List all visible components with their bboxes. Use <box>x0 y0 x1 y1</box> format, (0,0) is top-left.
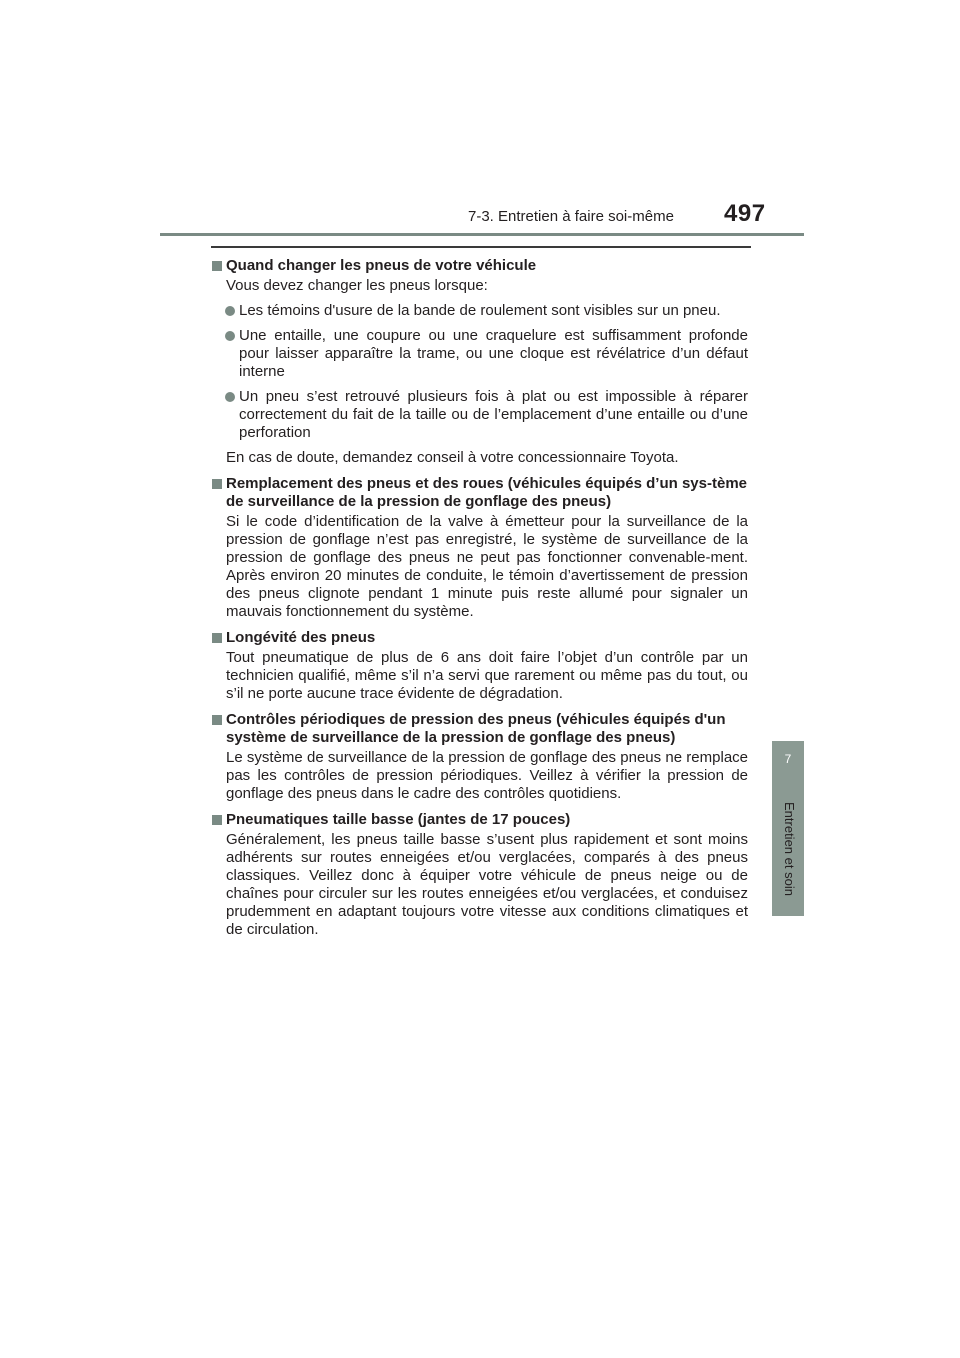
section-outro: En cas de doute, demandez conseil à votre concessionnaire Toyota. <box>226 449 679 466</box>
circle-bullet-icon <box>225 392 235 402</box>
section-heading <box>211 711 748 747</box>
chapter-number: 7 <box>784 752 792 766</box>
section-heading <box>211 257 748 275</box>
heading-text: Pneumatiques taille basse (jantes de 17 pouces) <box>226 811 571 828</box>
section-heading <box>211 629 748 647</box>
list-item <box>211 327 748 381</box>
section-body: Tout pneumatique de plus de 6 ans doit faire l’objet d’un contrôle par un technicien qualifié, même s’il n’a servi que rarement ou même pas du tout, ou s’il ne porte aucune trace évidente de dégradation. <box>226 649 748 702</box>
page-number: 497 <box>724 200 766 227</box>
chapter-label: Entretien et soin <box>782 802 797 896</box>
heading-text: Contrôles périodiques de pression des pneus (véhicules équipés d'un système de surveillance de la pression de gonflage des pneus) <box>226 711 726 746</box>
circle-bullet-icon <box>225 331 235 341</box>
square-bullet-icon <box>212 815 222 825</box>
section-heading <box>211 475 748 511</box>
section-body: Si le code d’identification de la valve à émetteur pour la surveillance de la pression de gonflage n’est pas enregistré, le système de surveillance de la pression de gonflage des pneus ne peut pas fonctionner convenable-ment. Après environ 20 minutes de conduite, le témoin d’avertissement de pression des pneus clignote pendant 1 minute puis reste allumé pour signaler un mauvais fonctionnement du système. <box>226 513 748 620</box>
list-item-text: Un pneu s’est retrouvé plusieurs fois à plat ou est impossible à réparer correctement du fait de la taille ou de l’emplacement d’une entaille ou d’une perforation <box>239 388 748 441</box>
square-bullet-icon <box>212 715 222 725</box>
section-heading <box>211 811 748 829</box>
list-item-text: Une entaille, une coupure ou une craquelure est suffisamment profonde pour laisser apparaître la trame, ou une cloque est révélatrice d’un défaut interne <box>239 327 748 380</box>
list-item <box>211 388 748 442</box>
square-bullet-icon <box>212 261 222 271</box>
section-body: Le système de surveillance de la pression de gonflage des pneus ne remplace pas les contrôles de pression périodiques. Veillez à vérifier la pression de gonflage des pneus dans le cadre des contrôles quotidiens. <box>226 749 748 802</box>
heading-text: Quand changer les pneus de votre véhicule <box>226 257 537 274</box>
header-divider <box>160 233 804 236</box>
main-content <box>211 257 748 939</box>
section-title: 7-3. Entretien à faire soi-même <box>468 208 674 225</box>
list-item-text: Les témoins d'usure de la bande de roulement sont visibles sur un pneu. <box>239 302 721 319</box>
circle-bullet-icon <box>225 306 235 316</box>
section-intro: Vous devez changer les pneus lorsque: <box>226 277 488 294</box>
list-item <box>211 302 748 320</box>
square-bullet-icon <box>212 479 222 489</box>
section-body: Généralement, les pneus taille basse s’usent plus rapidement et sont moins adhérents sur routes enneigées et/ou verglacées, comparés à des pneus classiques. Veillez donc à équiper votre véhicule de pneus neige ou de chaînes pour circuler sur les routes enneigées et/ou verglacées, et conduisez prudemment en adaptant toujours votre vitesse aux conditions climatiques et de circulation. <box>226 831 748 938</box>
content-divider <box>211 246 751 248</box>
square-bullet-icon <box>212 633 222 643</box>
heading-text: Remplacement des pneus et des roues (véhicules équipés d’un sys-tème de surveillance de la pression de gonflage des pneus) <box>226 475 748 510</box>
heading-text: Longévité des pneus <box>226 629 376 646</box>
